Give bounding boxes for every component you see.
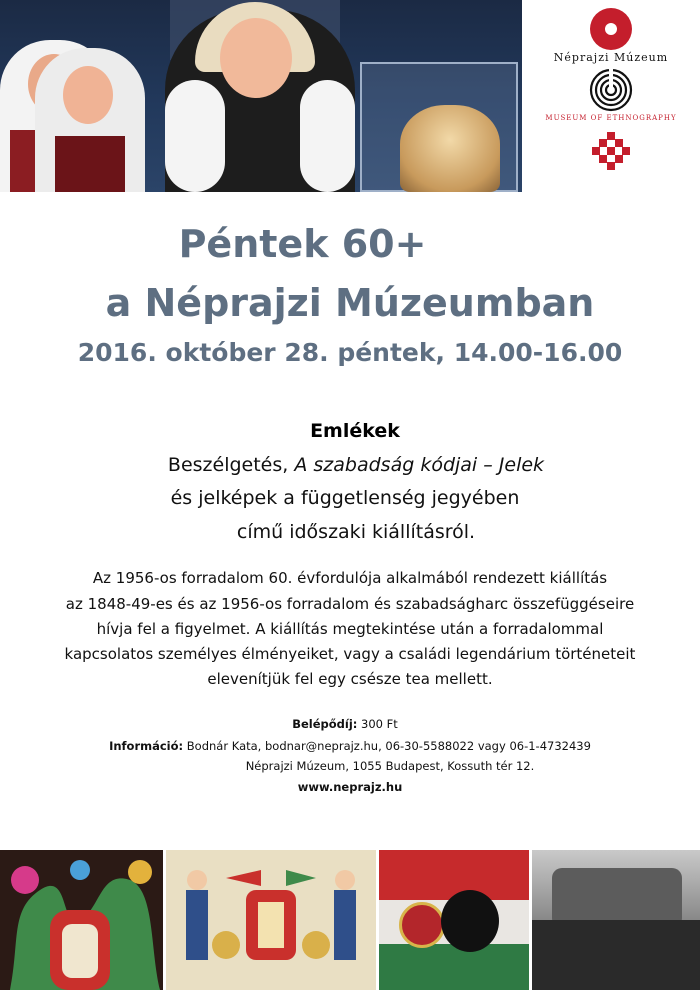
visitor-figure	[35, 48, 145, 192]
event-date: 2016. október 28. péntek, 14.00-16.00	[77, 338, 623, 367]
entry-fee-label: Belépődíj:	[292, 717, 358, 731]
website-link[interactable]: www.neprajz.hu	[297, 780, 403, 794]
spiral-icon	[589, 68, 633, 112]
address: Néprajzi Múzeum, 1055 Budapest, Kossuth tér 12.	[245, 759, 535, 773]
exhibition-title-part2: és jelképek a függetlenség jegyében	[170, 487, 520, 509]
page-title-line1: Péntek 60+	[178, 222, 427, 266]
logo-name-en: MUSEUM OF ETHNOGRAPHY	[545, 114, 677, 122]
description-line: hívja fel a figyelmet. A kiállítás megtekintése után a forradalommal	[96, 620, 604, 638]
description-line: kapcsolatos személyes élményeiket, vagy a családi legendárium történeteit	[64, 645, 636, 663]
revolution-photo	[532, 850, 700, 990]
logo-name-hu: Néprajzi Múzeum	[553, 51, 669, 64]
logo-dot-icon	[590, 8, 632, 50]
description-line: elevenítjük fel egy csésze tea mellett.	[207, 670, 493, 688]
museum-logo	[522, 0, 700, 192]
embroidery-image	[0, 850, 163, 990]
contact-label: Információ:	[109, 739, 184, 753]
folk-painting-image	[166, 850, 376, 990]
exhibition-title-part1: A szabadság kódjai – Jelek	[294, 454, 545, 476]
event-title: Emlékek	[310, 420, 400, 442]
contact-info	[0, 739, 700, 753]
visitor-figure	[165, 10, 355, 192]
holed-flag-image	[379, 850, 529, 990]
contact-value: Bodnár Kata, bodnar@neprajz.hu, 06-30-5588022 vagy 06-1-4732439	[183, 739, 591, 753]
entry-fee-value: 300 Ft	[357, 717, 398, 731]
description-line: Az 1956-os forradalom 60. évfordulója alkalmából rendezett kiállítás	[92, 569, 608, 587]
description-line: az 1848-49-es és az 1956-os forradalom és szabadságharc összefüggéseire	[65, 595, 635, 613]
event-subtitle-line1	[0, 454, 700, 476]
entry-fee	[0, 717, 700, 731]
hero-photo	[0, 0, 522, 192]
page-title-line2: a Néprajzi Múzeumban	[105, 281, 595, 325]
straw-craft-object	[400, 105, 500, 192]
event-subtitle-line3: című időszaki kiállításról.	[236, 521, 476, 543]
event-subtitle-prefix: Beszélgetés,	[167, 454, 295, 476]
bottom-image-strip	[0, 850, 700, 990]
folk-ornament-icon	[590, 130, 632, 172]
